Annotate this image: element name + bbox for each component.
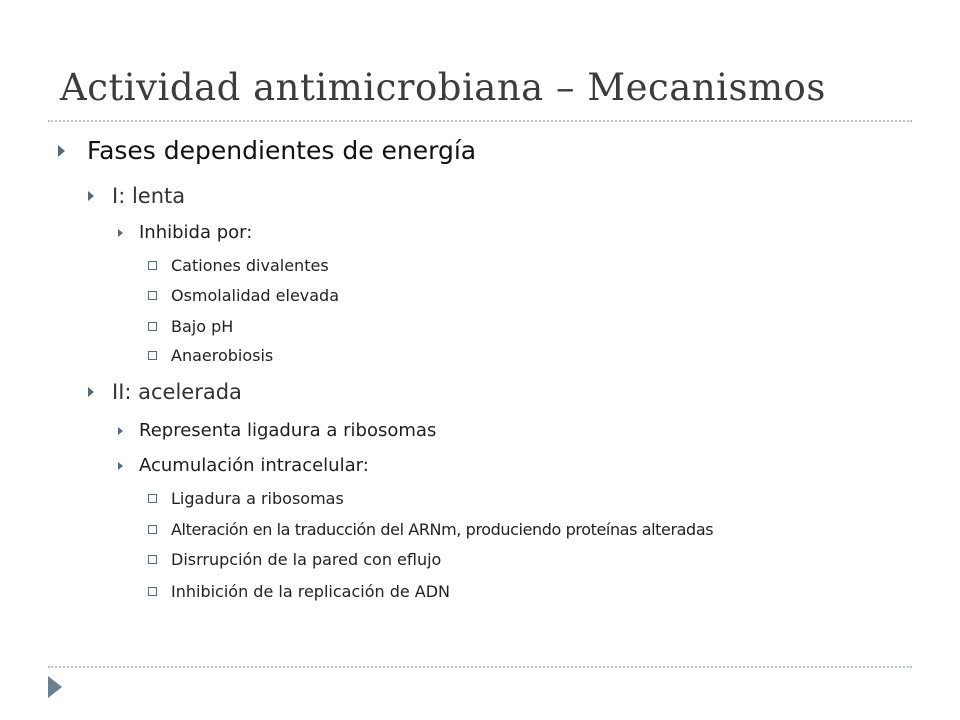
bullet-cationes	[148, 256, 329, 275]
bullet-text: I: lenta	[112, 184, 186, 208]
bullet-inhibicion	[148, 582, 450, 601]
square-bullet-icon	[148, 494, 157, 503]
bullet-text: II: acelerada	[112, 380, 242, 404]
bullet-ligadura	[148, 489, 344, 508]
bullet-acumulacion	[118, 455, 369, 476]
triangle-bullet-icon	[118, 427, 123, 435]
square-bullet-icon	[148, 587, 157, 596]
square-bullet-icon	[148, 291, 157, 300]
bullet-text: Fases dependientes de energía	[87, 136, 477, 165]
bullet-text: Anaerobiosis	[171, 346, 274, 365]
bullet-text: Alteración en la traducción del ARNm, produciendo proteínas alteradas	[171, 520, 714, 539]
bullet-text: Disrrupción de la pared con eflujo	[171, 550, 442, 569]
square-bullet-icon	[148, 351, 157, 360]
play-triangle-icon	[48, 676, 62, 698]
bullet-text: Inhibición de la replicación de ADN	[171, 582, 451, 601]
bullet-text: Inhibida por:	[139, 222, 253, 243]
bullet-text: Bajo pH	[171, 317, 234, 336]
bullet-alteracion	[148, 520, 713, 539]
triangle-bullet-icon	[88, 191, 94, 201]
bullet-text: Ligadura a ribosomas	[171, 489, 344, 508]
bullet-text: Osmolalidad elevada	[171, 286, 340, 305]
bullet-fases-dependientes	[58, 136, 476, 165]
triangle-bullet-icon	[58, 145, 65, 157]
bullet-representa	[118, 420, 436, 441]
slide-title: Actividad antimicrobiana – Mecanismos	[60, 66, 826, 109]
bullet-fase-i	[88, 184, 185, 208]
title-divider	[48, 120, 912, 122]
bullet-inhibida-por	[118, 222, 252, 243]
square-bullet-icon	[148, 555, 157, 564]
square-bullet-icon	[148, 525, 157, 534]
bullet-text: Representa ligadura a ribosomas	[139, 420, 437, 441]
bullet-text: Cationes divalentes	[171, 256, 329, 275]
triangle-bullet-icon	[88, 387, 94, 397]
bullet-text: Acumulación intracelular:	[139, 455, 369, 476]
bullet-disrrupcion	[148, 550, 441, 569]
footer-divider	[48, 666, 912, 668]
bullet-bajo-ph	[148, 317, 233, 336]
bullet-fase-ii	[88, 380, 242, 404]
square-bullet-icon	[148, 322, 157, 331]
square-bullet-icon	[148, 261, 157, 270]
triangle-bullet-icon	[118, 462, 123, 470]
bullet-anaerobiosis	[148, 346, 273, 365]
triangle-bullet-icon	[118, 229, 123, 237]
bullet-osmolalidad	[148, 286, 339, 305]
